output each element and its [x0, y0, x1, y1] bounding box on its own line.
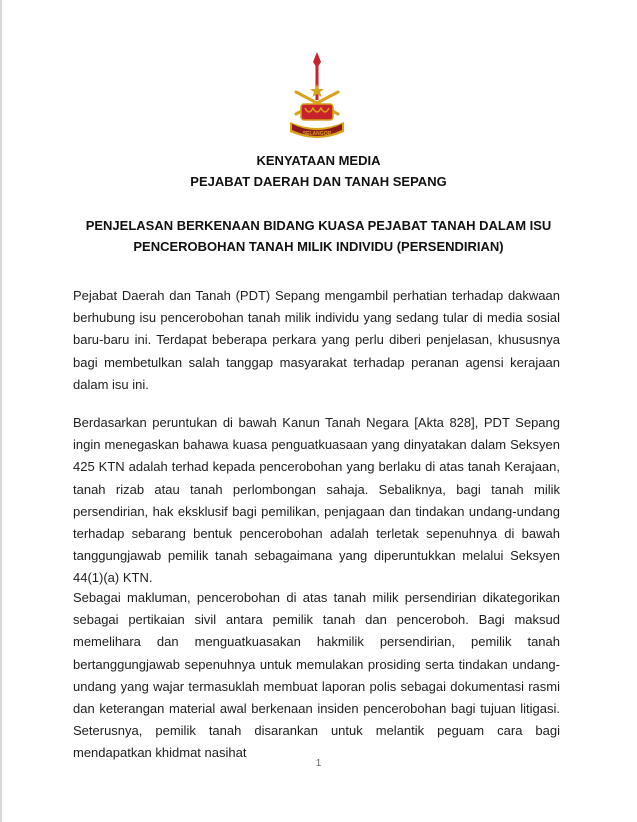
title-line-2: PENCEROBOHAN TANAH MILIK INDIVIDU (PERSENDIRIAN): [133, 239, 504, 254]
paragraph-text: Pejabat Daerah dan Tanah (PDT) Sepang mengambil perhatian terhadap dakwaan berhubung isu pencerobohan tanah milik individu yang sedang tular di media sosial baru-baru ini. Terdapat beberapa perkara yang perlu diberi penjelasan, khususnya bagi membetulkan salah tanggap masyarakat terhadap peranan agensi kerajaan dalam isu ini.: [73, 288, 560, 392]
crest-banner-text: SELANGOR: [302, 131, 332, 137]
paragraph-2: [73, 412, 560, 590]
title-line-1: PENJELASAN BERKENAAN BIDANG KUASA PEJABAT TANAH DALAM ISU: [85, 218, 552, 233]
paragraph-text: Berdasarkan peruntukan di bawah Kanun Tanah Negara [Akta 828], PDT Sepang ingin menegaskan bahawa kuasa penguatkuasaan yang dinyatakan dalam Seksyen 425 KTN adalah terhad kepada pencerobohan yang berlaku di atas tanah Kerajaan, tanah rizab atau tanah perlombongan sahaja. Sebaliknya, bagi tanah milik persendirian, hak eksklusif bagi pemilikan, penjagaan dan tindakan undang-undang terhadap sebarang bentuk pencerobohan adalah terletak sepenuhnya di bawah tanggungjawab pemilik tanah sebagaimana yang diperuntukkan melalui Seksyen 44(1)(a) KTN.: [73, 415, 560, 586]
header-line-2: PEJABAT DAERAH DAN TANAH SEPANG: [190, 174, 447, 189]
page-edge: [0, 0, 2, 822]
page-number: 1: [315, 758, 322, 769]
paragraph-1: [73, 285, 560, 396]
selangor-crest-logo: [286, 52, 348, 144]
paragraph-3: [73, 587, 560, 765]
paragraph-text: Sebagai makluman, pencerobohan di atas tanah milik persendirian dikategorikan sebagai pertikaian sivil antara pemilik tanah dan penceroboh. Bagi maksud memelihara dan menguatkuasakan hakmilik persendirian, pemilik tanah bertanggungjawab sepenuhnya untuk memulakan prosiding serta tindakan undang-undang yang wajar termasuklah membuat laporan polis sebagai dokumentasi rasmi dan keterangan material awal berkenaan insiden pencerobohan bagi tujuan litigasi. Seterusnya, pemilik tanah disarankan untuk melantik peguam cara bagi mendapatkan khidmat nasihat: [73, 590, 560, 761]
header-line-1: KENYATAAN MEDIA: [256, 153, 381, 168]
